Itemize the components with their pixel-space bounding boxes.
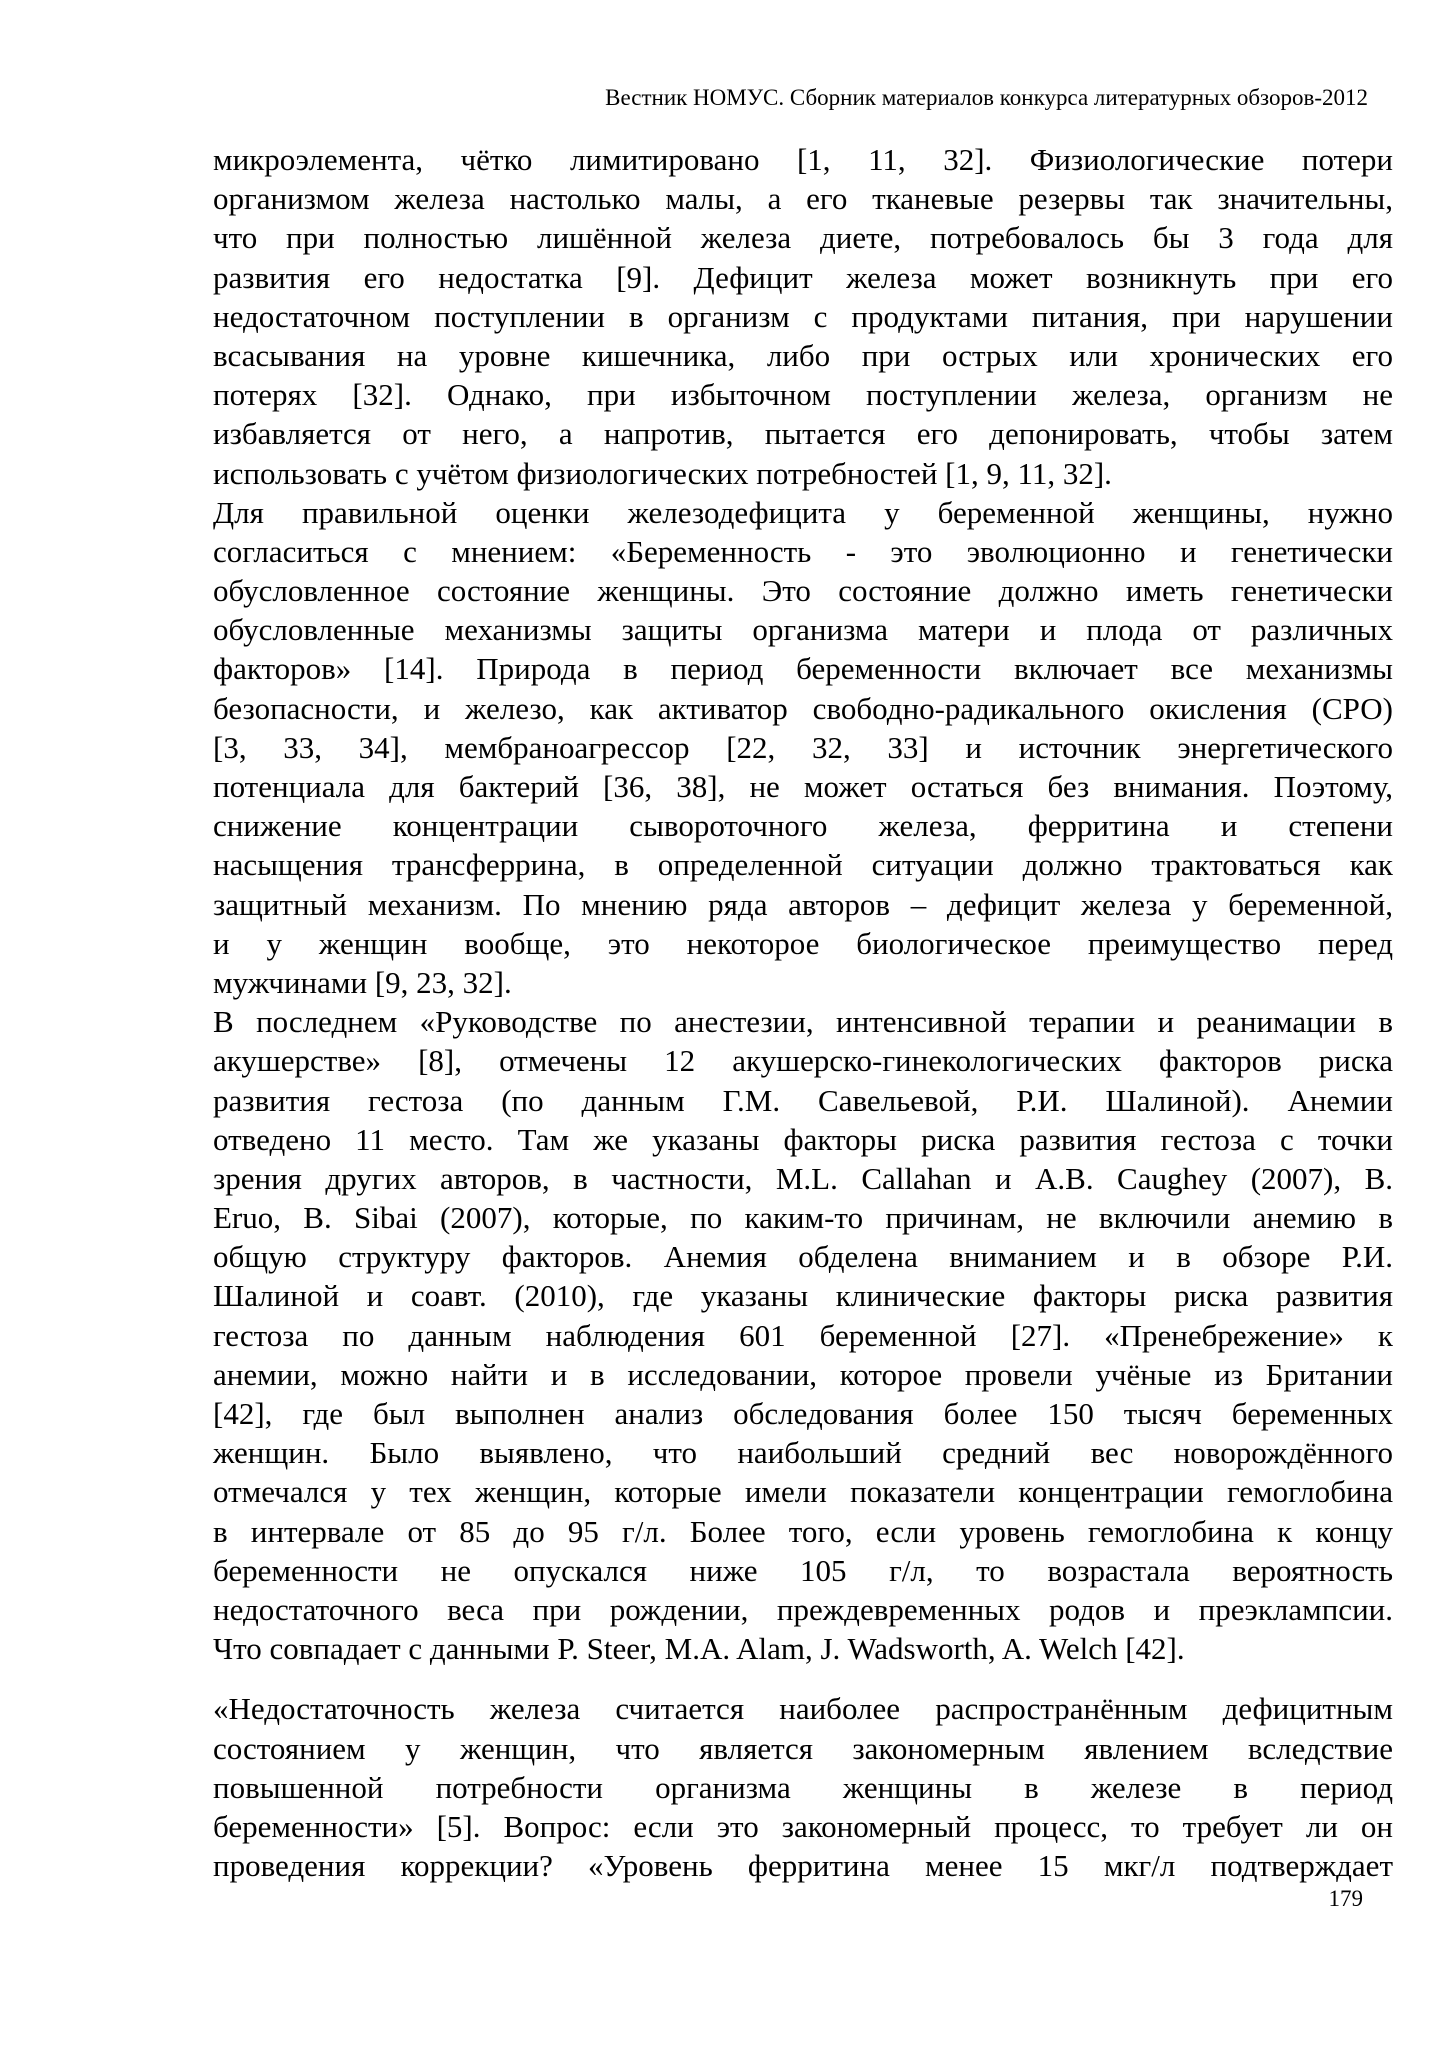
paragraph [213,1002,1393,1668]
text-line: и у женщин вообще, это некоторое биологическое преимущество перед [213,925,1393,961]
paragraph [213,493,1393,1002]
text-line: насыщения трансферрина, в определенной ситуации должно трактоваться как [213,847,1393,883]
text-line: Шалиной и соавт. (2010), где указаны клинические факторы риска развития [213,1278,1393,1314]
text-line: факторов» [14]. Природа в период беременности включает все механизмы [213,651,1393,687]
text-line: зрения других авторов, в частности, M.L. Callahan и A.B. Caughey (2007), B. [213,1160,1393,1196]
text-line: акушерстве» [8], отмечены 12 акушерско-гинекологических факторов риска [213,1043,1393,1079]
paragraph [213,1689,1393,1885]
text-line: согласиться с мнением: «Беременность - это эволюционно и генетически [213,533,1393,569]
text-line: [3, 33, 34], мембраноагрессор [22, 32, 33] и источник энергетического [213,729,1393,765]
text-line: женщин. Было выявлено, что наибольший средний вес новорождённого [213,1435,1393,1471]
text-line: потерях [32]. Однако, при избыточном поступлении железа, организм не [213,377,1393,413]
running-header: Вестник НОМУС. Сборник материалов конкурса литературных обзоров-2012 [605,85,1368,110]
text-line: проведения коррекции? «Уровень ферритина менее 15 мкг/л подтверждает [213,1848,1393,1884]
text-line: мужчинами [9, 23, 32]. [213,964,512,1000]
text-line: в интервале от 85 до 95 г/л. Более того, если уровень гемоглобина к концу [213,1513,1393,1549]
text-line: организмом железа настолько малы, а его тканевые резервы так значительны, [213,181,1393,217]
text-line: использовать с учётом физиологических потребностей [1, 9, 11, 32]. [213,455,1112,491]
text-line: развития гестоза (по данным Г.М. Савельевой, Р.И. Шалиной). Анемии [213,1082,1393,1118]
text-line: недостаточном поступлении в организм с продуктами питания, при нарушении [213,298,1393,334]
text-line: Что совпадает с данными P. Steer, M.A. Alam, J. Wadsworth, A. Welch [42]. [213,1631,1185,1667]
text-line: микроэлемента, чётко лимитировано [1, 11, 32]. Физиологические потери [213,142,1393,177]
text-line: отведено 11 место. Там же указаны факторы риска развития гестоза с точки [213,1121,1393,1157]
body-text [213,140,1393,1885]
text-line: потенциала для бактерий [36, 38], не может остаться без внимания. Поэтому, [213,769,1393,804]
text-line: снижение концентрации сывороточного железа, ферритина и степени [213,808,1393,844]
text-line: Для правильной оценки железодефицита у беременной женщины, нужно [213,494,1393,530]
paragraph-gap [213,1668,1393,1689]
text-line: [42], где был выполнен анализ обследования более 150 тысяч беременных [213,1396,1393,1431]
text-line: избавляется от него, а напротив, пытается его депонировать, чтобы затем [213,416,1393,452]
text-line: общую структуру факторов. Анемия обделена вниманием и в обзоре Р.И. [213,1239,1393,1275]
text-line: гестоза по данным наблюдения 601 беременной [27]. «Пренебрежение» к [213,1317,1393,1353]
text-line: «Недостаточность железа считается наиболее распространённым дефицитным [213,1691,1393,1727]
page-number: 179 [1328,1886,1363,1911]
text-line: беременности не опускался ниже 105 г/л, то возрастала вероятность [213,1552,1393,1588]
text-line: что при полностью лишённой железа диете, потребовалось бы 3 года для [213,220,1393,256]
text-line: безопасности, и железо, как активатор свободно-радикального окисления (СРО) [213,690,1393,726]
text-line: развития его недостатка [9]. Дефицит железа может возникнуть при его [213,259,1393,295]
text-line: защитный механизм. По мнению ряда авторов – дефицит железа у беременной, [213,886,1393,922]
text-line: беременности» [5]. Вопрос: если это закономерный процесс, то требует ли он [213,1808,1393,1844]
text-line: состоянием у женщин, что является закономерным явлением вследствие [213,1730,1393,1766]
text-line: анемии, можно найти и в исследовании, которое провели учёные из Британии [213,1356,1393,1392]
text-line: всасывания на уровне кишечника, либо при острых или хронических его [213,337,1393,373]
text-line: Eruo, B. Sibai (2007), которые, по каким-то причинам, не включили анемию в [213,1200,1393,1236]
text-line: В последнем «Руководстве по анестезии, интенсивной терапии и реанимации в [213,1004,1393,1040]
text-line: отмечался у тех женщин, которые имели показатели концентрации гемоглобина [213,1474,1393,1510]
text-line: обусловленные механизмы защиты организма матери и плода от различных [213,612,1393,648]
paragraph [213,140,1393,493]
text-line: обусловленное состояние женщины. Это состояние должно иметь генетически [213,573,1393,609]
text-line: повышенной потребности организма женщины в железе в период [213,1769,1393,1805]
text-line: недостаточного веса при рождении, преждевременных родов и преэклампсии. [213,1591,1393,1627]
